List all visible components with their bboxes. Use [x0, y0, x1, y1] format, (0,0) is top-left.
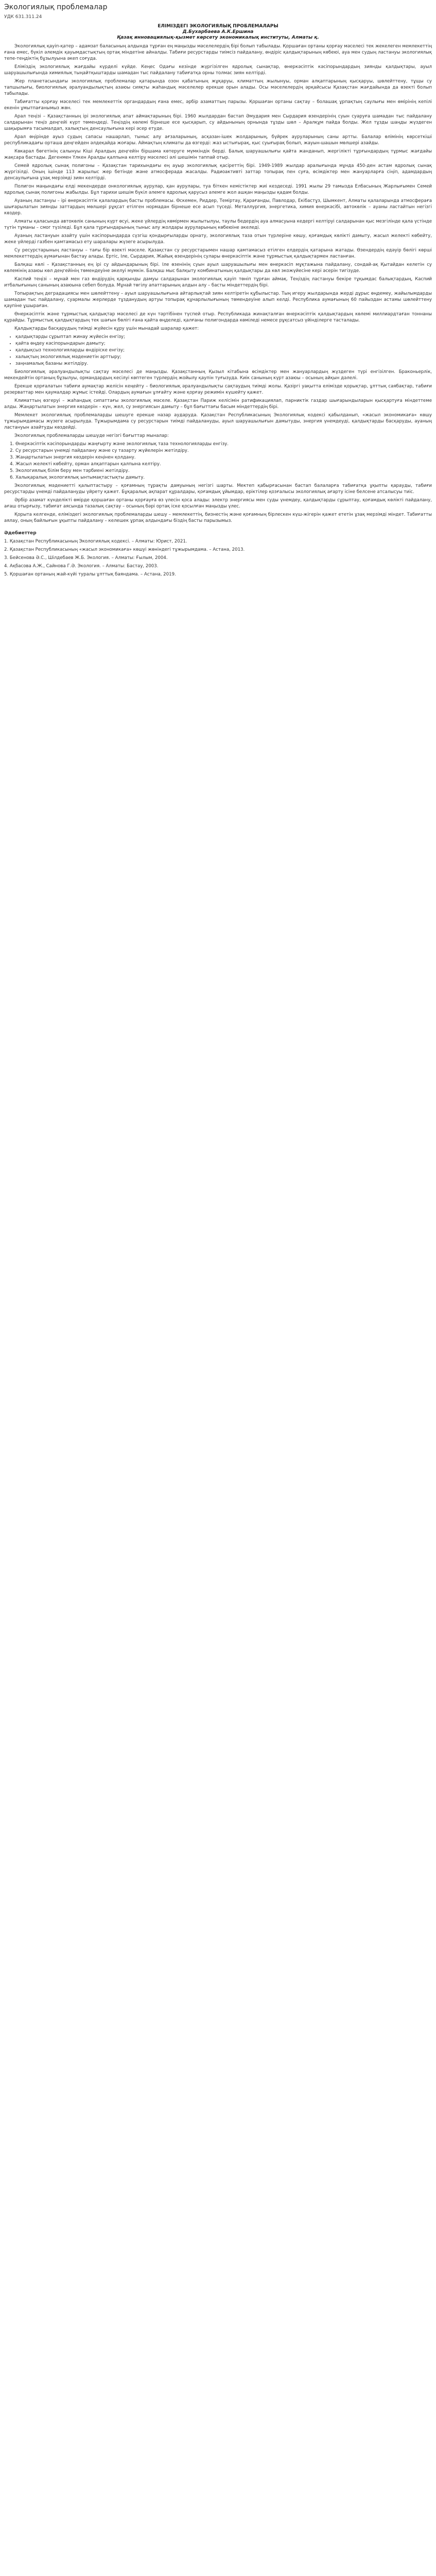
article-affiliation: Қазақ инновациялық-қызмет көрсету экономикалық институты, Алматы қ. — [117, 35, 319, 40]
paragraph: Топырақтың деградациясы мен шөлейттену – ауыл шаруашылығына айтарлықтай зиян келтіретін құбылыстар. Тың игеру жылдарында жерді дұрыс өңдемеу, жайылымдарды шамадан тыс пайдалану, суармалы жерлерде тұзданудың артуы топырақ құнарлылығының төмендеуіне алып келді. Республика аумағының 60 пайыздан астамы шөлейттену қаупіне ұшыраған. — [4, 291, 432, 309]
article-body — [0, 43, 436, 578]
paragraph: Арал өңірінде ауыз судың сапасы нашарлап, тыныс алу ағзаларының, асқазан-ішек жолдарының, бүйрек ауруларының саны артты. Балалар өлімінің көрсеткіші республикадағы орташа деңгейден әлдеқайда жоғары. Аймақтың климаты да өзгерді: жаз ыстығырақ, қыс суығырақ болып, жауын-шашын мөлшері азайды. — [4, 134, 432, 146]
paragraph: Өнеркәсіптік және тұрмыстық қалдықтар мәселесі де күн тәртібінен түспей отыр. Республикада жинақталған өнеркәсіптік қалдықтардың көлемі миллиардтаған тоннаны құрайды. Тұрмыстық қалдықтардың тек шағын бөлігі ғана қайта өңделеді, қалғаны полигондарда көміледі немесе рұқсатсыз үйінділерге тасталады. — [4, 312, 432, 323]
paragraph: Жер планетасындағы экологиялық проблемалар қатарында озон қабатының жұқаруы, климаттың жылынуы, орман алқаптарының қысқаруы, шөлейттену, тұщы су тапшылығы, биологиялық әралуандылықтың азаюы сияқты жаһандық мәселелер ерекше орын алады. Осы мәселелердің әрқайсысы Қазақстан жағдайында да өзекті болып табылады. — [4, 79, 432, 96]
article-title: ЕЛІМІЗДЕГІ ЭКОЛОГИЯЛЫҚ ПРОБЛЕМАЛАРЫ — [158, 24, 278, 29]
paragraph: Ауаның ластануын азайту үшін кәсіпорындарда сүзгіш қондырғыларды орнату, экологиялық таза отын түрлеріне көшу, қоғамдық көлікті дамыту, жасыл желекті көбейту, жеке үйлерді газбен қамтамасыз ету шаралары жүзеге асырылуда. — [4, 233, 432, 245]
paragraph: Табиғатты қорғау мәселесі тек мемлекеттік органдардың ғана емес, әрбір азаматтың парызы. Қоршаған ортаны сақтау – болашақ ұрпақтың саулығы мен өмірінің кепілі екенін ұмытпағанымыз жөн. — [4, 99, 432, 111]
paragraph: Семей ядролық сынақ полигоны – Қазақстан тарихындағы ең ауыр экологиялық қасіреттің бірі. 1949-1989 жылдар аралығында мұнда 450-ден астам ядролық сынақ жүргізілді. Оның ішінде 113 жарылыс жер бетінде және атмосферада жасалды. Радиоактивті заттар топырақ пен суға, өсімдіктер мен жануарларға сіңіп, адамдардың денсаулығына ұзақ мерзімді зиян келтірді. — [4, 163, 432, 181]
list-item: • қалдықтарды сұрыптап жинау жүйесін енгізу; — [15, 334, 432, 340]
paragraph: Қалдықтарды басқарудың тиімді жүйесін құру үшін мынадай шаралар қажет: — [14, 326, 199, 331]
paragraph: Биологиялық әралуандылықты сақтау мәселесі де маңызды. Қазақстанның Қызыл кітабына өсімдіктер мен жануарлардың жүздеген түрі енгізілген. Браконьерлік, мекендейтін ортаның бұзылуы, ормандардың кесілуі көптеген түрлердің жойылу қаупін туғызуда. Киік санының күрт азаюы – осының айқын дәлелі. — [4, 369, 432, 381]
article-authors: Д.Бухарбаева А.К.Ершина — [182, 29, 254, 35]
paragraph: Экологиялық мәдениетті қалыптастыру – қоғамның тұрақты дамуының негізгі шарты. Мектеп қабырғасынан бастап балаларға табиғатқа ұқыпты қарауды, табиғи ресурстарды үнемді пайдалануды үйрету қажет. Бұқаралық ақпарат құралдары, қоғамдық ұйымдар, еріктілер қозғалысы экологиялық ағарту ісіне белсене атсалысуы тиіс. — [4, 483, 432, 495]
paragraph: Арал теңізі – Қазақстанның ірі экологиялық апат аймақтарының бірі. 1960 жылдардан бастап Әмудария мен Сырдария өзендерінің суын суаруға шамадан тыс пайдалану салдарынан теңіз деңгейі күрт төмендеді. Теңіздің көлемі бірнеше есе қысқарып, су айдынының орнында тұзды шөл – Аралқұм пайда болды. Жел тұзды шаңды жүздеген шақырымға тасымалдап, халықтың денсаулығына кері әсер етуде. — [4, 114, 432, 131]
list-item: 2. Су ресурстарын үнемді пайдалану және су тазарту жүйелерін жетілдіру. — [15, 448, 432, 454]
list-item: 4. Жасыл желекті көбейту, орман алқаптарын қалпына келтіру. — [15, 461, 432, 467]
paragraph: Экологиялық проблемаларды шешуде негізгі бағыттар мыналар: — [14, 433, 169, 438]
paragraph: Балқаш көлі – Қазақстанның ең ірі су айдындарының бірі. Іле өзенінің суын ауыл шаруашылығы мен өнеркәсіп мұқтажына пайдалану, сондай-ақ Қытайдан келетін су көлемінің азаюы көл деңгейінің төмендеуіне әкелуі мүмкін. Балқаш мыс балқыту комбинатының қалдықтары да көл экожүйесіне кері әсерін тигізуде. — [4, 262, 432, 274]
paragraph: Мемлекет экологиялық проблемаларды шешуге ерекше назар аударуда. Қазақстан Республикасының Экологиялық кодексі қабылданып, «жасыл экономикаға» көшу тұжырымдамасы жүзеге асырылуда. Тұжырымдама су ресурстарын тиімді пайдалануды, ауыл шаруашылығын дамытуды, энергия үнемдеуді, қалдықтарды басқаруды, ауаның ластануын азайтуды көздейді. — [4, 413, 432, 430]
numbered-list — [15, 441, 432, 481]
paragraph: Экологиялық қауіп-қатер – адамзат баласының алдында тұрған ең маңызды мәселелердің бірі болып табылады. Қоршаған ортаны қорғау мәселесі тек жекелеген мемлекеттің ғана емес, бүкіл әлемдік қауымдастықтың ортақ міндетіне айналды. Табиғи ресурстарды тиімсіз пайдалану, өндіріс қалдықтарының көбеюі, ауа мен судың ластануы экологиялық тепе-теңдіктің бұзылуына әкеп соғуда. — [4, 44, 432, 61]
list-item: • заңнамалық базаны жетілдіру. — [15, 361, 432, 367]
references-heading: Әдебиеттер — [4, 531, 37, 536]
paragraph: Су ресурстарының ластануы – тағы бір өзекті мәселе. Қазақстан су ресурстарымен нашар қамтамасыз етілген елдердің қатарына жатады. Өзендердің едәуір бөлігі көрші мемлекеттердің аумағынан бастау алады. Ертіс, Іле, Сырдария, Жайық өзендерінің сулары өнеркәсіптік және тұрмыстық қалдықтармен ластанған. — [4, 248, 432, 259]
breadcrumb[interactable]: Экологиялық проблемалар — [4, 3, 108, 11]
paragraph: Каспий теңізі – мұнай мен газ өндірудің қарқынды дамуы салдарынан экологиялық қауіп төніп тұрған аймақ. Теңіздің ластануы бекіре тұқымдас балықтардың, Каспий итбалығының санының азаюына себеп болуда. Мұнай төгілу апаттарының алдын алу – басты міндеттердің бірі. — [4, 277, 432, 288]
bullet-list — [15, 334, 432, 367]
paragraph: Қорыта келгенде, еліміздегі экологиялық проблемаларды шешу – мемлекеттің, бизнестің және қоғамның бірлескен күш-жігерін қажет ететін ұзақ мерзімді міндет. Табиғатты аялау, оның байлығын ұқыпты пайдалану – келешек ұрпақ алдындағы біздің басты парызымыз. — [4, 512, 432, 523]
list-item: • қайта өңдеу кәсіпорындарын дамыту; — [15, 341, 432, 347]
list-item: 3. Жаңартылатын энергия көздерін кеңінен қолдану. — [15, 454, 432, 461]
paragraph: Әрбір азамат күнделікті өмірде қоршаған ортаны қорғауға өз үлесін қоса алады: электр энергиясы мен суды үнемдеу, қалдықтарды сұрыптау, қоғамдық көлікті пайдалану, ағаш отырғызу, табиғат аясында тазалық сақтау – осының бәрі ортақ іске қосылған маңызды үлес. — [4, 498, 432, 509]
list-item: 1. Өнеркәсіптік кәсіпорындарды жаңғырту және экологиялық таза технологияларды енгізу. — [15, 441, 432, 447]
list-item: 6. Халықаралық экологиялық ынтымақтастықты дамыту. — [15, 474, 432, 481]
reference-item: 5. Қоршаған ортаның жай-күйі туралы ұлттық баяндама. – Астана, 2019. — [4, 572, 176, 577]
reference-item: 4. Ақбасова А.Ж., Сайнова Г.Ә. Экология. – Алматы: Бастау, 2003. — [4, 564, 159, 569]
paragraph: Ерекше қорғалатын табиғи аумақтар желісін кеңейту – биологиялық әралуандылықты сақтаудың тиімді жолы. Қазіргі уақытта елімізде қорықтар, ұлттық саябақтар, табиғи резерваттар мен қаумалдар жұмыс істейді. Олардың аумағын ұлғайту және қорғау режимін күшейту қажет. — [4, 384, 432, 395]
paragraph: Полигон маңындағы елді мекендерде онкологиялық аурулар, қан аурулары, туа біткен кемістіктер жиі кездеседі. 1991 жылы 29 тамызда Елбасының Жарлығымен Семей ядролық сынақ полигоны жабылды. Бұл тарихи шешім бүкіл әлемге ядролық қарусыз әлемге жол ашқан маңызды қадам болды. — [4, 184, 432, 195]
list-item: • қалдықсыз технологияларды өндіріске енгізу; — [15, 347, 432, 353]
paragraph: Климаттың өзгеруі – жаһандық сипаттағы экологиялық мәселе. Қазақстан Париж келісімін ратификациялап, парниктік газдар шығарындыларын қысқартуға міндеттеме алды. Жаңартылатын энергия көздерін – күн, жел, су энергиясын дамыту – бұл бағыттағы басым міндеттердің бірі. — [4, 398, 432, 410]
document-page — [0, 0, 436, 578]
paragraph: Алматы қаласында автокөлік санының күрт өсуі, жеке үйлердің көмірмен жылытылуы, таулы бедердің ауа алмасуына кедергі келтіруі салдарынан қыс мезгілінде қала үстінде түтін тұманы – смог түзіледі. Бұл қала тұрғындарының тыныс алу жолдары ауруларының көбеюіне әкеледі. — [4, 219, 432, 230]
paragraph: Ауаның ластануы – ірі өнеркәсіптік қалалардың басты проблемасы. Өскемен, Риддер, Теміртау, Қарағанды, Павлодар, Екібастұз, Шымкент, Алматы қалаларында атмосфераға шығарылатын зиянды заттардың мөлшері рұқсат етілген нормадан бірнеше есе асып түседі. Металлургия, энергетика, химия өнеркәсібі, автокөлік – ауаны ластайтын негізгі көздер. — [4, 198, 432, 216]
paragraph: Көкарал бөгетінің салынуы Кіші Аралдың деңгейін біршама көтеруге мүмкіндік берді. Балық шаруашылығы қайта жанданып, жергілікті тұрғындардың тұрмыс жағдайы жақсара бастады. Дегенмен Үлкен Аралды қалпына келтіру мәселесі әлі шешімін таппай отыр. — [4, 149, 432, 160]
references-list — [4, 538, 432, 578]
reference-item: 1. Қазақстан Республикасының Экологиялық кодексі. – Алматы: Юрист, 2021. — [4, 539, 187, 544]
udk-code: УДК 631.311.24 — [4, 14, 42, 20]
list-item: 5. Экологиялық білім беру мен тәрбиені жетілдіру. — [15, 468, 432, 474]
reference-item: 3. Бейсенова Ә.С., Шілдебаев Ж.Б. Экология. – Алматы: Ғылым, 2004. — [4, 555, 168, 561]
paragraph: Еліміздің экологиялық жағдайы күрделі күйде. Кеңес Одағы кезінде жүргізілген ядролық сынақтар, өнеркәсіптік кәсіпорындардың зиянды қалдықтары, ауыл шаруашылығында химиялық тыңайтқыштарды шамадан тыс пайдалану табиғатқа орны толмас зиян келтірді. — [4, 64, 432, 76]
reference-item: 2. Қазақстан Республикасының «жасыл экономикаға» көшуі жөніндегі тұжырымдама. – Астана, 2013. — [4, 547, 245, 552]
list-item: • халықтың экологиялық мәдениетін арттыру; — [15, 354, 432, 360]
